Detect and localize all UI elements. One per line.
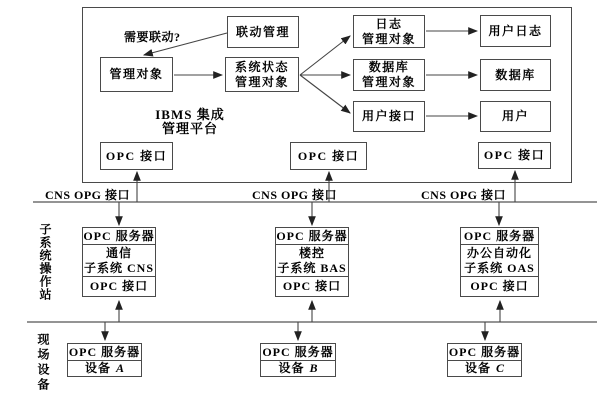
management-object-box <box>100 57 173 92</box>
user-box <box>480 101 551 132</box>
database-management-object-box <box>353 59 425 91</box>
device-letter: A <box>116 361 125 375</box>
field-stack-b <box>260 343 336 377</box>
opc-interface-label: OPC 接口 <box>282 279 342 293</box>
platform-title-line1: IBMS 集成 <box>155 107 225 122</box>
subsystem-name-line1: 楼控 <box>298 245 325 260</box>
opc-server-row <box>448 344 521 360</box>
opc-interface-row <box>276 276 348 296</box>
linkage-management-label: 联动管理 <box>235 24 290 39</box>
opc-interface-row <box>461 276 538 296</box>
opc-server-label: OPC 服务器 <box>448 344 521 359</box>
subsystem-name-line1: 办公自动化 <box>466 245 532 260</box>
subsystem-stack-oas <box>460 227 539 297</box>
user-log-label: 用户日志 <box>488 23 543 38</box>
device-word: 设备 <box>278 361 305 375</box>
subsystem-name-line2: 子系统 BAS <box>277 260 347 275</box>
log-object-line2: 管理对象 <box>361 31 416 46</box>
opc-server-label: OPC 服务器 <box>276 228 348 243</box>
opc-interface-label: OPC 接口 <box>105 148 168 163</box>
subsystem-name-line2: 子系统 CNS <box>83 260 154 275</box>
platform-opc-interface-right-box <box>478 142 551 169</box>
platform-opc-interface-left-box <box>100 142 173 170</box>
opc-server-label: OPC 服务器 <box>262 344 334 359</box>
field-stack-c <box>447 343 522 377</box>
opc-server-label: OPC 服务器 <box>68 344 141 359</box>
opc-server-label: OPC 服务器 <box>83 228 155 243</box>
subsystem-name-row <box>276 244 348 276</box>
opc-server-row <box>276 228 348 244</box>
device-letter: B <box>309 361 318 375</box>
bus-taps-lower <box>105 301 500 340</box>
opc-server-label: OPC 服务器 <box>463 228 536 243</box>
system-status-line2: 管理对象 <box>234 74 289 89</box>
device-letter: C <box>496 361 505 375</box>
opc-interface-label: OPC 接口 <box>297 148 360 163</box>
management-object-label: 管理对象 <box>109 67 164 81</box>
user-label: 用户 <box>501 109 529 123</box>
device-word: 设备 <box>84 361 111 375</box>
opc-server-row <box>83 228 155 244</box>
log-management-object-box <box>353 15 425 48</box>
log-object-line1: 日志 <box>375 16 403 31</box>
user-interface-box <box>353 101 425 132</box>
field-stack-a <box>67 343 142 377</box>
device-row <box>68 360 141 376</box>
subsystem-layer-side-label: 子系统操作站 <box>38 223 52 301</box>
opc-server-row <box>461 228 538 244</box>
system-status-line1: 系统状态 <box>234 59 289 74</box>
linkage-management-box <box>227 16 299 48</box>
device-row <box>261 360 335 376</box>
subsystem-stack-bas <box>275 227 349 297</box>
user-interface-label: 用户接口 <box>361 109 416 123</box>
opc-interface-label: OPC 接口 <box>483 148 546 162</box>
system-status-object-box <box>225 57 299 92</box>
database-box <box>480 59 551 91</box>
opc-server-row <box>261 344 335 360</box>
device-label <box>278 361 317 376</box>
db-object-line2: 管理对象 <box>361 75 416 89</box>
linkage-question-label: 需要联动? <box>124 30 181 44</box>
opc-interface-label: OPC 接口 <box>470 279 529 293</box>
opc-server-row <box>68 344 141 360</box>
subsystem-name-row <box>461 244 538 276</box>
database-label: 数据库 <box>495 67 536 82</box>
platform-title-line2: 管理平台 <box>161 121 218 136</box>
device-row <box>448 360 521 376</box>
opc-interface-label: OPC 接口 <box>89 279 149 293</box>
subsystem-name-row <box>83 244 155 276</box>
subsystem-stack-cns <box>82 227 156 297</box>
opc-interface-row <box>83 276 155 296</box>
field-layer-side-label: 现场设备 <box>36 333 50 393</box>
bus-label-right: CNS OPG 接口 <box>421 188 507 202</box>
bus-label-left: CNS OPG 接口 <box>45 188 131 202</box>
subsystem-name-line1: 通信 <box>105 245 132 260</box>
user-log-box <box>480 15 551 47</box>
device-word: 设备 <box>464 361 491 375</box>
device-label <box>85 361 124 376</box>
device-label <box>465 361 504 376</box>
platform-title <box>139 108 241 136</box>
subsystem-name-line2: 子系统 OAS <box>464 260 535 275</box>
db-object-line1: 数据库 <box>368 60 410 74</box>
bus-label-mid: CNS OPG 接口 <box>252 188 338 202</box>
platform-opc-interface-mid-box <box>290 142 367 170</box>
